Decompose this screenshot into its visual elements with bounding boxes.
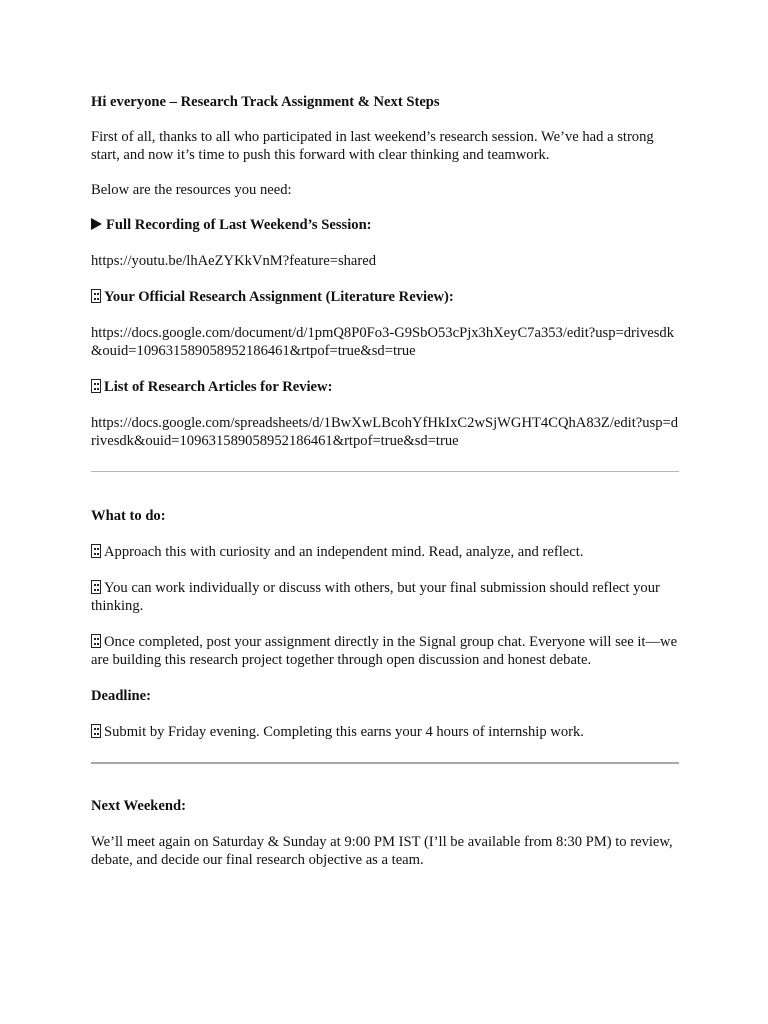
missing-glyph-icon [91,580,101,594]
missing-glyph-icon [91,724,101,738]
missing-glyph-icon [91,634,101,648]
resource-title-text: Full Recording of Last Weekend’s Session: [106,217,372,233]
missing-glyph-icon [91,289,101,303]
list-item: Once completed, post your assignment directly in the Signal group chat. Everyone will see it—we are building this research project together through open discussion and honest debate. [91,634,678,668]
page-title: Hi everyone – Research Track Assignment & Next Steps [91,94,440,110]
articles-link[interactable]: https://docs.google.com/spreadsheets/d/1BwXwLBcohYfHkIxC2wSjWGHT4CQhA83Z/edit?usp=drivesdk&ouid=109631589058952186461&rtpof=true&sd=true [91,415,679,449]
document-page [91,93,681,869]
resource-title-assignment [91,288,681,306]
resource-link-recording[interactable] [91,252,681,270]
list-item: You can work individually or discuss with others, but your final submission should reflect your thinking. [91,580,660,614]
resource-link-articles[interactable] [91,414,681,450]
recording-link[interactable]: https://youtu.be/lhAeZYKkVnM?feature=shared [91,253,377,269]
play-triangle-icon [91,218,102,230]
resource-title-text: List of Research Articles for Review: [104,379,333,395]
resource-link-assignment[interactable] [91,324,681,360]
todo-heading: What to do: [91,508,166,524]
resource-title-text: Your Official Research Assignment (Literature Review): [104,289,454,305]
next-weekend-text: We’ll meet again on Saturday & Sunday at 9:00 PM IST (I’ll be available from 8:30 PM) to review, debate, and decide our final research objective as a team. [91,834,673,868]
missing-glyph-icon [91,544,101,558]
assignment-link[interactable]: https://docs.google.com/document/d/1pmQ8P0Fo3-G9SbO53cPjx3hXeyC7a353/edit?usp=drivesdk&ouid=109631589058952186461&rtpof=true&sd=true [91,325,675,359]
resources-intro: Below are the resources you need: [91,182,292,198]
list-item: Approach this with curiosity and an independent mind. Read, analyze, and reflect. [91,543,681,561]
deadline-text: Submit by Friday evening. Completing this earns your 4 hours of internship work. [91,723,681,741]
missing-glyph-icon [91,379,101,393]
deadline-heading: Deadline: [91,688,151,704]
resource-title-articles [91,378,681,396]
resource-title-recording [91,216,681,234]
next-weekend-heading: Next Weekend: [91,798,186,814]
intro-paragraph: First of all, thanks to all who participated in last weekend’s research session. We’ve had a strong start, and now it’s time to push this forward with clear thinking and teamwork. [91,129,654,163]
